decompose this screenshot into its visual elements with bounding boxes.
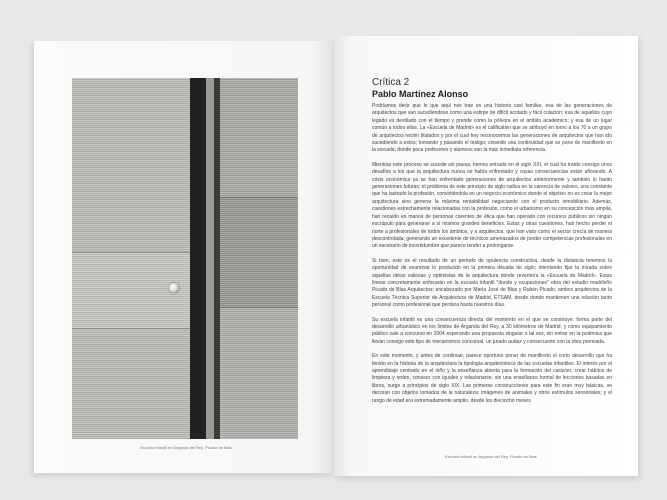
article-author: Pablo Martínez Alonso [372,89,469,99]
paragraph: Su escuela infantil es una consecuencia directa del momento en el que se construye: forma parte del desarrollo urbanístico en los límites de Arganda del Rey, a 30 kilómetros de Madrid, y como equipamiento público sale a concurso en 2004 esperando una propuesta singular o tal vez, sin entrar en la polémica que llevan consigo este tipo de mecanismos concursal, un jurado audaz y consecuente con la obra premiada. [372,316,612,345]
article-title: Crítica 2 [372,77,410,88]
glass-panel [72,329,190,439]
paragraph: Mientras este proceso se sucede sin pausa, hemos entrado en el siglo XXI, el cual ha traído consigo unos desafíos a los que la arquitectura nunca se había enfrentado y cuyas consecuencias están aflorando. A crisis económica ya se han enfrentado generaciones de arquitectos anteriormente y también lo harán generaciones futuras; el problema de este principio de siglo radica en la carencia de valores, una constante que ha lastrado la profesión, convirtiéndola en un negocio económico donde el objetivo no es crear la mejor arquitectura sino generar la máxima rentabilidad negociando con el producto inmobiliario. Además, cuestiones estrechamente relacionadas con la profesión, como el urbanismo en su concepción más amplia, han recaído en manos de personas carentes de ética que han operado con recursos públicos sin ningún escrúpulo para generarse a sí mismos grandes beneficios. Estas y otras cuestiones, han hecho perder el norte a profesionales de todos los ámbitos, y a arquitectos, que han visto como el sector crecía de manera descontrolada; generando un excedente de técnicos amenazados de perder competencias profesionales en un escenario de incertidumbre que parece tender a prolongarse. [372,161,612,250]
page-caption: Escuela infantil en Arganda del Rey, Picado de Blas [445,454,537,459]
door-frame [190,78,206,439]
glass-panel [220,78,298,198]
photo-caption: Escuela infantil en Arganda del Rey, Picado de Blas [140,445,232,450]
paragraph: Si bien, este es el resultado de un período de opulencia constructiva, desde la distancia tenemos la oportunidad de examinar lo producido en la primera década de siglo; intentando fijar la mirada sobre aquellas obras valiosas y optimistas de la arquitectura donde revertería la «Escuela de Madrid». Estas líneas concretamente enfocarán en la escuela infantil "donde y ocupaciones" obra del estudio madrileño Picado de Blas Arquitectos; encabezado por María José de Blas y Rubén Picado, ambos arquitectos de la Escuela Técnica Superior de Arquitectura de Madrid, ETSAM, desde donde mantienen una relación tanto personal como profesional que perdura hasta nuestros días. [372,257,612,309]
facade-photo [72,78,298,439]
paragraph: Podríamos decir que lo que aquí nos trae es una historia casi familiar, esa de las generaciones de arquitectos que van sucediéndose como una estirpe de difícil acotado y fácil colación; esa de aquellos cuyo legado es destilado con el tiempo y prende como la pólvora en el ámbito académico; y esa de un lugar común a todos ellos. La «Escuela de Madrid» es el calificativo que se atribuyó en torno a los 70 a un grupo de arquitectos recién titulados y por el cual hoy reconocemos las generaciones de arquitectos que han ido sucediendo a estos; tomando y pasando el testigo; creando una continuidad que se pone de manifiesto en la escuela; donde poca profesores y alumnos son la más inmediata referencia. [372,103,612,154]
glass-panel [72,78,190,253]
glass-panel [220,198,298,308]
glass-panel [220,308,298,439]
article-body [372,103,612,412]
door-knob [169,283,179,293]
door-frame [206,78,214,439]
paragraph: En este momento, y antes de continuar, parece oportuno poner de manifiesto el corto desarrollo que ha tenido en la historia de la arquitectura la tipología arquitectónica de las escuelas infantiles. El interés por el aprendizaje centrado en el niño y la enseñanza abierta para la formación del carácter, crear hábitos de limpieza y orden, conocer con iguales y relacionarse, sin una enseñanza formal de lecciones basadas en libros, surge a principios de siglo XIX. Las primeras construcciones para este fin eran muy básicas, se decoran con objetos tomados de la naturaleza; imágenes de animales y otros estímulos sensoriales; y el rango de edad era extremadamente amplio, desde los dieciocho meses [372,353,612,404]
